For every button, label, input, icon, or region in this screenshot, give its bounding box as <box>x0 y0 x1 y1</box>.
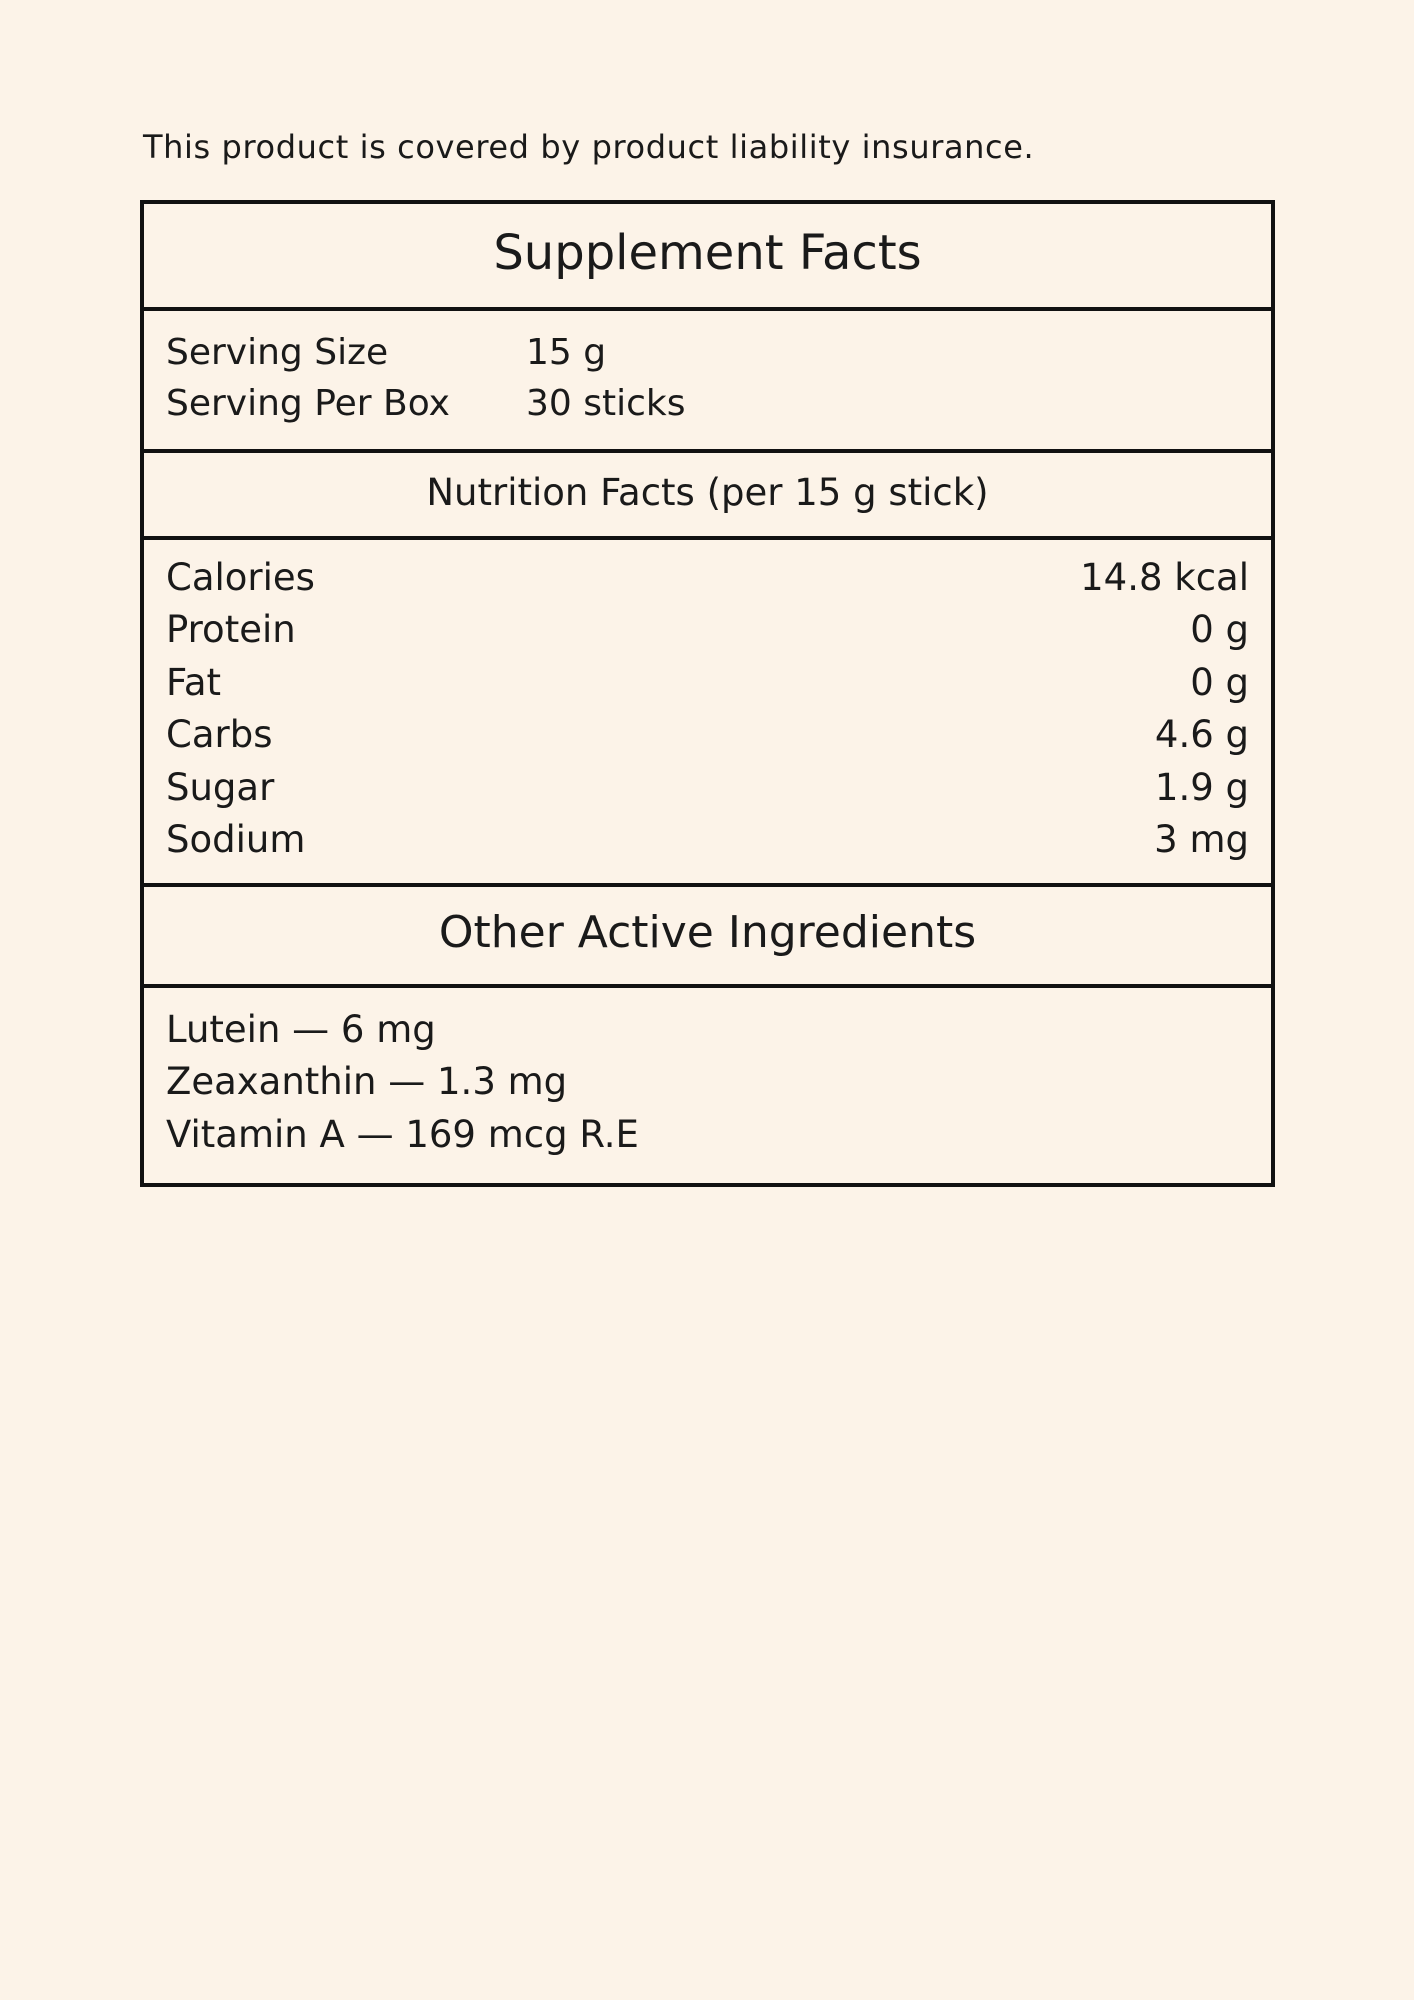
insurance-note: This product is covered by product liability insurance. <box>143 128 1035 166</box>
ingredient-item: Zeaxanthin — 1.3 mg <box>166 1060 568 1104</box>
nutrient-value: 0 g <box>1190 660 1249 704</box>
other-active-ingredients-list <box>144 988 1271 1184</box>
nutrient-name: Carbs <box>166 713 273 757</box>
nutrition-facts-subheading: Nutrition Facts (per 15 g stick) <box>144 453 1271 539</box>
nutrition-row <box>166 762 1249 815</box>
serving-size-value: 15 g <box>526 332 607 374</box>
nutrient-value: 1.9 g <box>1154 765 1249 809</box>
nutrient-name: Calories <box>166 555 315 599</box>
other-active-ingredients-title: Other Active Ingredients <box>144 887 1271 988</box>
nutrient-name: Sodium <box>166 818 306 862</box>
nutrition-row <box>166 657 1249 710</box>
nutrient-value: 14.8 kcal <box>1080 555 1249 599</box>
panel-title: Supplement Facts <box>144 204 1271 311</box>
nutrient-value: 4.6 g <box>1154 713 1249 757</box>
ingredient-item: Vitamin A — 169 mcg R.E <box>166 1112 639 1156</box>
serving-information <box>144 311 1271 453</box>
supplement-facts-panel <box>140 200 1275 1187</box>
nutrient-value: 3 mg <box>1154 818 1249 862</box>
nutrient-value: 0 g <box>1190 608 1249 652</box>
serving-per-box-row <box>166 378 1249 429</box>
nutrition-row <box>166 604 1249 657</box>
serving-size-row <box>166 327 1249 378</box>
nutrient-name: Protein <box>166 608 296 652</box>
ingredient-item: Lutein — 6 mg <box>166 1007 436 1051</box>
nutrition-row <box>166 552 1249 605</box>
serving-per-box-label: Serving Per Box <box>166 383 450 425</box>
nutrient-name: Fat <box>166 660 222 704</box>
nutrition-row <box>166 709 1249 762</box>
serving-per-box-value: 30 sticks <box>526 383 686 425</box>
serving-size-label: Serving Size <box>166 332 389 374</box>
nutrition-facts-list <box>144 540 1271 887</box>
nutrient-name: Sugar <box>166 765 275 809</box>
nutrition-row <box>166 814 1249 867</box>
